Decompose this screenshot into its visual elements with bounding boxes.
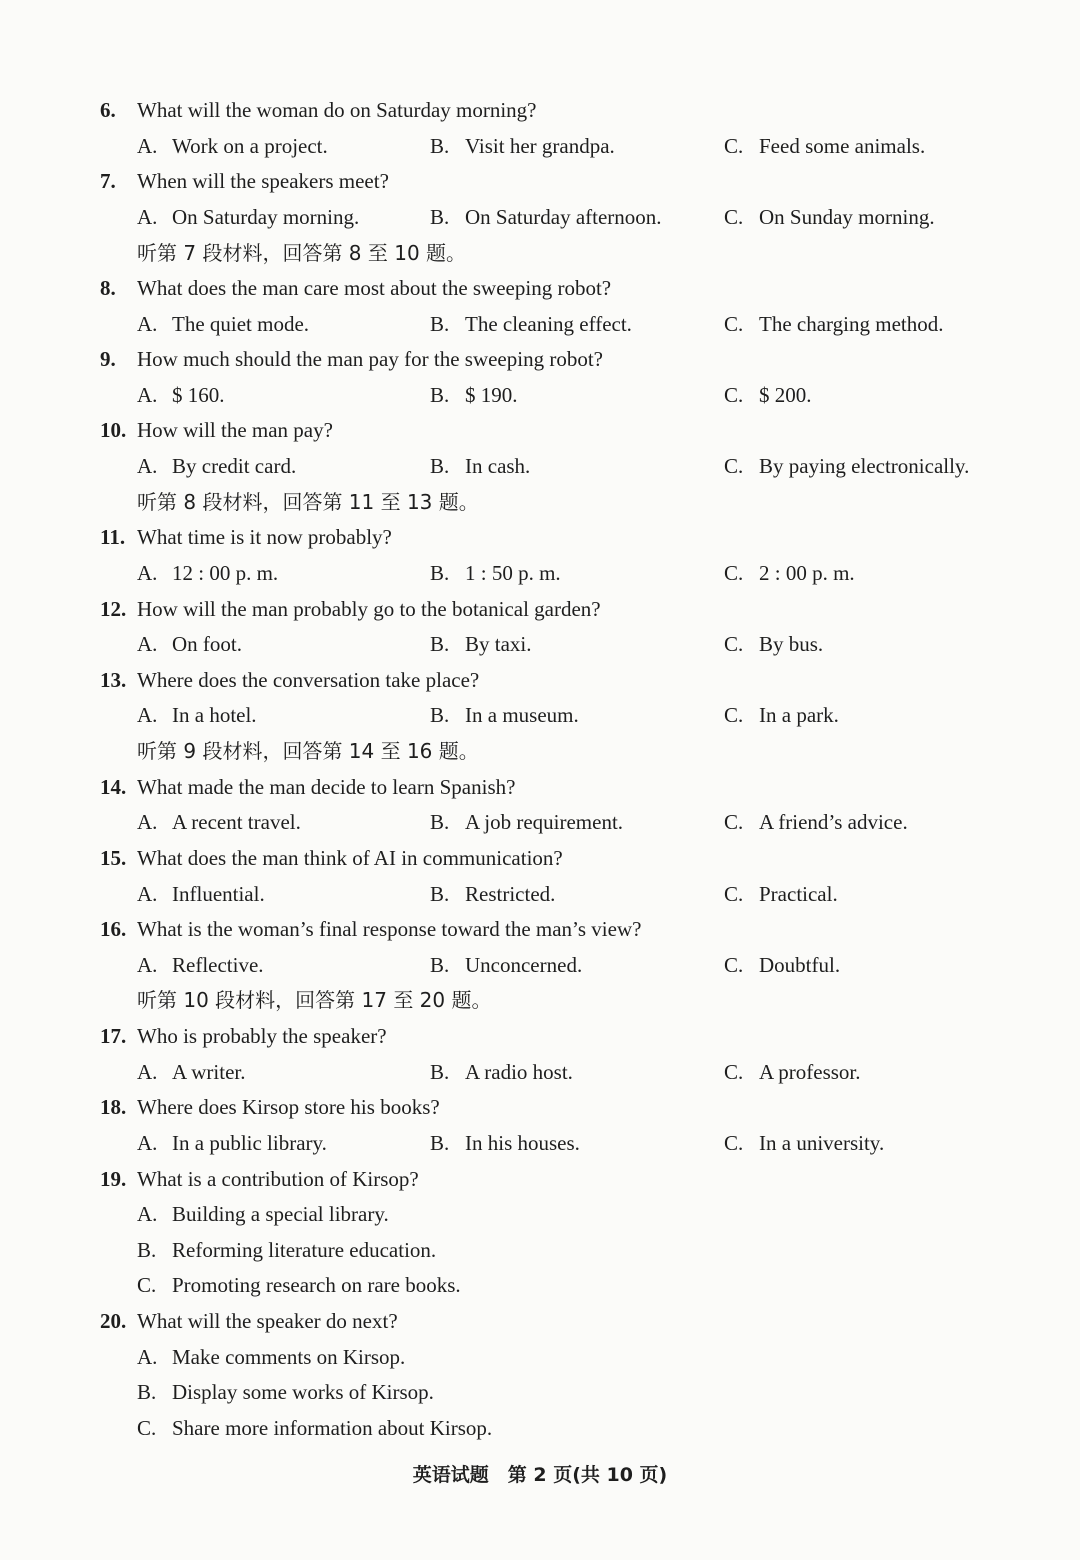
question-text: What does the man care most about the sweeping robot? bbox=[137, 276, 612, 300]
question-text: Where does the conversation take place? bbox=[137, 668, 480, 692]
option-a: A. The quiet mode. bbox=[137, 312, 310, 336]
options-row-14 bbox=[0, 805, 1080, 839]
option-c: C. On Sunday morning. bbox=[724, 205, 935, 229]
option-b: B. In cash. bbox=[430, 454, 531, 478]
question-number: 6. bbox=[100, 98, 116, 122]
option-a: A. On Saturday morning. bbox=[137, 205, 360, 229]
option-b: B. A job requirement. bbox=[430, 810, 624, 834]
options-row-17 bbox=[0, 1055, 1080, 1089]
options-row-12 bbox=[0, 627, 1080, 661]
question-number: 20. bbox=[100, 1309, 127, 1333]
option-c: C. By bus. bbox=[724, 632, 824, 656]
option-b: B. $ 190. bbox=[430, 383, 518, 407]
option-a: A. In a hotel. bbox=[137, 703, 257, 727]
question-number: 16. bbox=[100, 917, 127, 941]
options-row-10 bbox=[0, 449, 1080, 483]
question-number: 8. bbox=[100, 276, 116, 300]
option-c: C. The charging method. bbox=[724, 312, 944, 336]
question-12 bbox=[0, 592, 1080, 626]
option-a: A. Reflective. bbox=[137, 953, 264, 977]
option-b: B. Restricted. bbox=[430, 882, 556, 906]
option-a: A. Work on a project. bbox=[137, 134, 328, 158]
option-c: C. By paying electronically. bbox=[724, 454, 970, 478]
option-a: A. On foot. bbox=[137, 632, 242, 656]
option-b: B. The cleaning effect. bbox=[430, 312, 632, 336]
question-text: What is a contribution of Kirsop? bbox=[137, 1167, 419, 1191]
question-text: How will the man probably go to the botanical garden? bbox=[137, 597, 601, 621]
option-c: C. Feed some animals. bbox=[724, 134, 926, 158]
question-text: What does the man think of AI in communication? bbox=[137, 846, 563, 870]
question-18 bbox=[0, 1090, 1080, 1124]
question-text: What will the speaker do next? bbox=[137, 1309, 398, 1333]
option-b: B. In a museum. bbox=[430, 703, 579, 727]
option-c: C. A friend’s advice. bbox=[724, 810, 908, 834]
options-row-9 bbox=[0, 378, 1080, 412]
question-number: 13. bbox=[100, 668, 127, 692]
question-text: What will the woman do on Saturday morning? bbox=[137, 98, 537, 122]
option-c: C. $ 200. bbox=[724, 383, 812, 407]
question-7 bbox=[0, 164, 1080, 198]
option-a: A. Building a special library. bbox=[137, 1202, 389, 1226]
question-number: 19. bbox=[100, 1167, 127, 1191]
question-20 bbox=[0, 1304, 1080, 1338]
option-b: B. Unconcerned. bbox=[430, 953, 583, 977]
question-number: 18. bbox=[100, 1095, 127, 1119]
question-text: Where does Kirsop store his books? bbox=[137, 1095, 440, 1119]
question-text: How will the man pay? bbox=[137, 418, 333, 442]
question-text: What time is it now probably? bbox=[137, 525, 392, 549]
question-11 bbox=[0, 520, 1080, 554]
question-number: 11. bbox=[100, 525, 126, 549]
option-a: A. $ 160. bbox=[137, 383, 225, 407]
options-row-18 bbox=[0, 1126, 1080, 1160]
option-c: C. A professor. bbox=[724, 1060, 861, 1084]
question-10 bbox=[0, 413, 1080, 447]
question-number: 15. bbox=[100, 846, 127, 870]
question-14 bbox=[0, 770, 1080, 804]
question-8 bbox=[0, 271, 1080, 305]
question-text: How much should the man pay for the sweeping robot? bbox=[137, 347, 603, 371]
option-a: A. A recent travel. bbox=[137, 810, 301, 834]
question-13 bbox=[0, 663, 1080, 697]
options-row-15 bbox=[0, 877, 1080, 911]
question-number: 17. bbox=[100, 1024, 127, 1048]
option-a: A. Influential. bbox=[137, 882, 265, 906]
option-b: B. By taxi. bbox=[430, 632, 532, 656]
question-text: What is the woman’s final response toward the man’s view? bbox=[137, 917, 642, 941]
option-b: B. Visit her grandpa. bbox=[430, 134, 615, 158]
option-b: B. Display some works of Kirsop. bbox=[137, 1380, 434, 1404]
question-number: 7. bbox=[100, 169, 116, 193]
option-b: B. Reforming literature education. bbox=[137, 1238, 437, 1262]
option-c: C. In a university. bbox=[724, 1131, 885, 1155]
option-c: C. In a park. bbox=[724, 703, 839, 727]
question-17 bbox=[0, 1019, 1080, 1053]
option-a: A. A writer. bbox=[137, 1060, 246, 1084]
question-number: 10. bbox=[100, 418, 127, 442]
options-row-13 bbox=[0, 698, 1080, 732]
options-row-7 bbox=[0, 200, 1080, 234]
question-6 bbox=[0, 93, 1080, 127]
option-b: B. In his houses. bbox=[430, 1131, 580, 1155]
option-a: A. By credit card. bbox=[137, 454, 297, 478]
option-a: A. In a public library. bbox=[137, 1131, 327, 1155]
question-text: What made the man decide to learn Spanish? bbox=[137, 775, 516, 799]
options-row-6 bbox=[0, 129, 1080, 163]
question-9 bbox=[0, 342, 1080, 376]
section-instruction: 听第 10 段材料，回答第 17 至 20 题。 bbox=[137, 988, 492, 1012]
options-row-11 bbox=[0, 556, 1080, 590]
option-c: C. Promoting research on rare books. bbox=[137, 1273, 461, 1297]
options-row-8 bbox=[0, 307, 1080, 341]
option-c: C. Doubtful. bbox=[724, 953, 841, 977]
question-number: 12. bbox=[100, 597, 127, 621]
options-row-16 bbox=[0, 948, 1080, 982]
question-number: 14. bbox=[100, 775, 127, 799]
option-b: B. On Saturday afternoon. bbox=[430, 205, 662, 229]
option-c: C. 2 : 00 p. m. bbox=[724, 561, 855, 585]
section-instruction: 听第 8 段材料，回答第 11 至 13 题。 bbox=[137, 490, 479, 514]
option-a: A. Make comments on Kirsop. bbox=[137, 1345, 406, 1369]
question-19 bbox=[0, 1162, 1080, 1196]
question-text: Who is probably the speaker? bbox=[137, 1024, 387, 1048]
option-c: C. Share more information about Kirsop. bbox=[137, 1416, 493, 1440]
section-instruction: 听第 9 段材料，回答第 14 至 16 题。 bbox=[137, 739, 479, 763]
question-number: 9. bbox=[100, 347, 116, 371]
page-footer: 英语试题 第 2 页(共 10 页) bbox=[412, 1464, 668, 1486]
section-instruction: 听第 7 段材料，回答第 8 至 10 题。 bbox=[137, 241, 467, 265]
option-b: B. 1 : 50 p. m. bbox=[430, 561, 561, 585]
question-16 bbox=[0, 912, 1080, 946]
question-15 bbox=[0, 841, 1080, 875]
option-c: C. Practical. bbox=[724, 882, 838, 906]
option-a: A. 12 : 00 p. m. bbox=[137, 561, 279, 585]
question-text: When will the speakers meet? bbox=[137, 169, 389, 193]
option-b: B. A radio host. bbox=[430, 1060, 573, 1084]
